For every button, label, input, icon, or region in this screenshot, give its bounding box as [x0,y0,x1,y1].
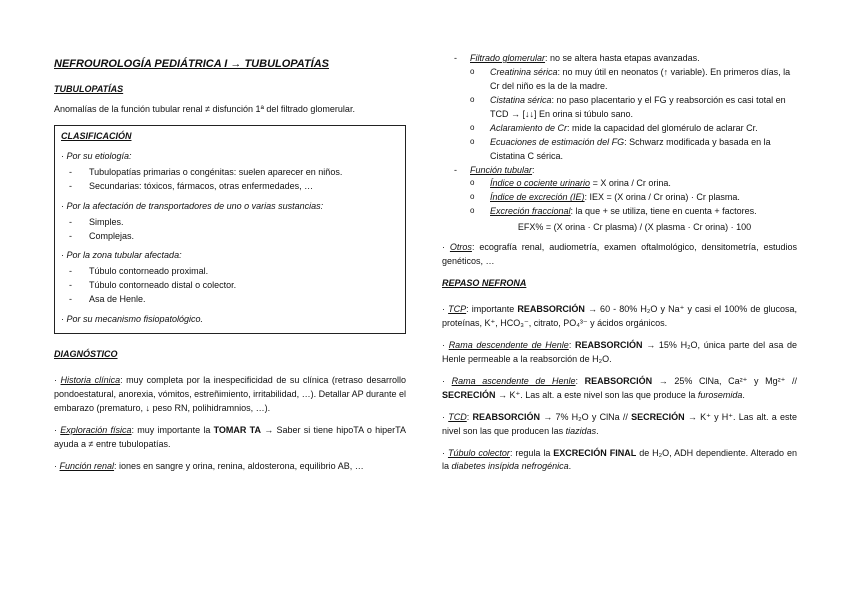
rama-ascendente-bold-2: SECRECIÓN [442,389,496,400]
rama-descendente-bold: REABSORCIÓN [575,339,643,350]
left-column [54,52,406,482]
list-item: - Simples. [61,216,399,230]
exploracion-fisica-label: Exploración física [60,424,132,435]
tcd-text-1: : [466,411,473,422]
etiologia-list [61,166,399,194]
tubular-sublist [442,177,797,219]
funcion-tubular-item: - Función tubular: [442,164,797,178]
indice-urinario-label: Índice o cociente urinario [490,178,591,189]
page-title: NEFROUROLOGÍA PEDIÁTRICA I → TUBULOPATÍAS [54,58,329,70]
clasificacion-box [54,125,406,334]
tubulo-colector-bold: EXCRECIÓN FINAL [553,447,637,458]
efx-formula: EFX% = (X orina · Cr plasma) / (X plasma · Cr orina) · 100 [517,222,752,233]
list-item: - Secundarias: tóxicos, fármacos, otras enfermedades, … [61,180,399,194]
list-item: - Tubulopatías primarias o congénitas: suelen aparecer en niños. [61,166,399,180]
rama-descendente-text-2: → 15% H₂O, única parte del asa de Henle permeable a la reabsorción de H₂O. [442,339,798,364]
exploracion-bold: TOMAR TA [213,424,261,435]
aclaramiento-text: : mide la capacidad del glomérulo de aclarar Cr. [567,122,758,133]
tubulo-colector-paragraph: · Túbulo colector: regula la EXCRECIÓN FINAL de H₂O, ADH dependiente. Alterado en la diabetes insípida nefrogénica. [442,447,797,472]
tcp-bold: REABSORCIÓN [517,304,585,314]
otros-text: : ecografía renal, audiometría, examen oftalmológico, densitometría, estudios genéticos, … [442,242,798,267]
list-item: - Túbulo contorneado proximal. [61,265,399,279]
tubulo-colector-text-1: : regula la [509,447,554,458]
rama-descendente-text-1: : [568,339,575,350]
tcd-bold-1: REABSORCIÓN [472,411,540,422]
list-item [442,191,797,205]
tubulo-colector-text-3: . [568,461,572,472]
exploracion-text-2: → Saber si tiene hipoTA o hiperTA ayuda a ≠ entre tubulopatías. [54,424,406,449]
list-item [442,136,797,164]
filtrado-sublist [442,66,797,164]
tcd-text-4: . [596,425,599,436]
rama-ascendente-bold-1: REABSORCIÓN [584,375,653,386]
tcd-italic: tiazidas [565,425,597,436]
list-item: - Túbulo contorneado distal o colector. [61,279,399,293]
zona-tubular-label: · Por la zona tubular afectada: [61,250,182,261]
rama-ascendente-text-4: . [742,389,745,400]
rama-ascendente-text-3: → K⁺. Las alt. a este nivel son las que produce la [495,389,698,400]
tcd-text-2: → 7% H₂O y ClNa // [539,411,632,422]
tcp-text-2: → 60 - 80% H₂O y Na⁺ y casi el 100% de glucosa, proteínas, K⁺, HCO₃⁻, citrato, PO₄³⁻ y ácidos orgánicos. [442,304,798,328]
historia-clinica-label: Historia clínica [60,375,121,386]
filtrado-glomerular-label: Filtrado glomerular [470,53,546,63]
creatinina-label: Creatinina sérica [490,66,558,77]
otros-paragraph: · Otros: ecografía renal, audiometría, examen oftalmológico, densitometría, estudios genéticos, … [442,242,798,267]
rama-descendente-label: Rama descendente de Henle [448,339,569,350]
funcion-renal-paragraph: · Función renal: iones en sangre y orina, renina, aldosterona, equilibrio AB, … [54,460,364,471]
definition-text: Anomalías de la función tubular renal ≠ disfunción 1ª del filtrado glomerular. [54,103,355,114]
indice-urinario-text: = X orina / Cr orina. [590,178,671,189]
ecuaciones-label: Ecuaciones de estimación del FG [490,136,625,147]
list-item [442,177,797,191]
rama-ascendente-paragraph: · Rama ascendente de Henle: REABSORCIÓN → 25% ClNa, Ca²⁺ y Mg²⁺ // SECRECIÓN → K⁺. Las alt. a este nivel son las que produce la furosemida. [442,375,798,400]
list-item [442,205,797,219]
tubulo-colector-label: Túbulo colector [447,447,510,458]
tcd-paragraph: · TCD: REABSORCIÓN → 7% H₂O y ClNa // SECRECIÓN → K⁺ y H⁺. Las alt. a este nivel son las que producen las tiazidas. [442,411,797,436]
rama-ascendente-label: Rama ascendente de Henle [451,375,576,386]
funcion-renal-text: : iones en sangre y orina, renina, aldosterona, equilibrio AB, … [114,460,364,471]
list-item: - Asa de Henle. [61,293,399,307]
historia-clinica-paragraph: · Historia clínica: muy completa por la inespecificidad de su clínica (retraso desarrollo pondoestatural, anorexia, vómitos, estreñimiento, irritabilidad, …). Detallar AP durante el embarazo (prematuro, ↓ peso RN, polihidramnios, …). [54,375,407,413]
exploracion-fisica-paragraph: · Exploración física: muy importante la TOMAR TA → Saber si tiene hipoTA o hiperTA ayuda a ≠ entre tubulopatías. [54,424,406,449]
tcd-label: TCD [448,411,467,422]
rama-ascendente-text-1: : [575,375,585,386]
etiologia-label: · Por su etiología: [61,150,132,161]
transportadores-list [61,216,399,244]
mecanismo-label: · Por su mecanismo fisiopatológico. [61,314,204,325]
historia-clinica-text: : muy completa por la inespecificidad de su clínica (retraso desarrollo pondoestatural, anorexia, vómitos, estreñimiento, irritabilidad, …). Detallar AP durante el embarazo (prematuro, ↓ peso RN, polihidramnios, …). [54,375,407,413]
rama-ascendente-italic: furosemida [697,389,743,400]
aclaramiento-label: Aclaramiento de Cr [490,122,568,133]
indice-excrecion-text: : IEX = (X orina / Cr orina) · Cr plasma. [584,192,740,203]
tcp-label: TCP [448,304,467,314]
rama-ascendente-text-2: → 25% ClNa, Ca²⁺ y Mg²⁺ // [652,375,798,386]
clasificacion-title: CLASIFICACIÓN [61,130,132,141]
creatinina-text: : no muy útil en neonatos (↑ variable). En primeros días, la Cr del niño es la de la madre. [490,66,791,91]
repaso-nefrona-heading: REPASO NEFRONA [442,278,527,289]
tcp-paragraph: · TCP: importante REABSORCIÓN → 60 - 80% H₂O y Na⁺ y casi el 100% de glucosa, proteínas, K⁺, HCO₃⁻, citrato, PO₄³⁻ y ácidos orgánicos. [442,304,798,328]
list-item [442,94,797,122]
tcd-text-3: → K⁺ y H⁺. Las alt. a este nivel son las que producen las [442,411,797,436]
excrecion-fraccional-label: Excreción fraccional [490,206,571,217]
zona-tubular-list [61,265,399,307]
cistatina-text: : no paso placentario y el FG y reabsorción es casi total en TCD → [↓↓] En orina si túbulo sano. [490,94,786,119]
filtrado-glomerular-item [442,52,797,66]
transportadores-label: · Por la afectación de transportadores de uno o varias sustancias: [61,200,324,211]
list-item: - Complejas. [61,230,399,244]
tcp-text-1: : importante [466,304,518,314]
rama-descendente-paragraph: · Rama descendente de Henle: REABSORCIÓN → 15% H₂O, única parte del asa de Henle permeable a la reabsorción de H₂O. [442,339,798,364]
funcion-renal-label: Función renal [59,460,115,471]
diagnostico-heading: DIAGNÓSTICO [54,349,118,360]
tubulopatias-heading: TUBULOPATÍAS [54,84,124,95]
ecuaciones-text: : Schwarz modificada y basada en la Cistatina C sérica. [490,136,771,161]
otros-label: Otros [449,242,472,253]
list-item [442,66,797,94]
exploracion-text-1: : muy importante la [131,424,214,435]
filtrado-glomerular-text: : no se altera hasta etapas avanzadas. [545,53,700,63]
tubulo-colector-italic: diabetes insípida nefrogénica [451,461,569,472]
funcion-tubular-label: Función tubular [470,164,533,175]
tcd-bold-2: SECRECIÓN [631,411,685,422]
list-item [442,122,797,136]
indice-excrecion-label: Índice de excreción (IE) [490,192,585,203]
tubulo-colector-text-2: de H₂O, ADH dependiente. Alterado en la [442,447,797,472]
cistatina-label: Cistatina sérica [490,94,552,105]
excrecion-fraccional-text: : la que + se utiliza, tiene en cuenta + factores. [570,206,757,217]
right-column [442,52,797,482]
